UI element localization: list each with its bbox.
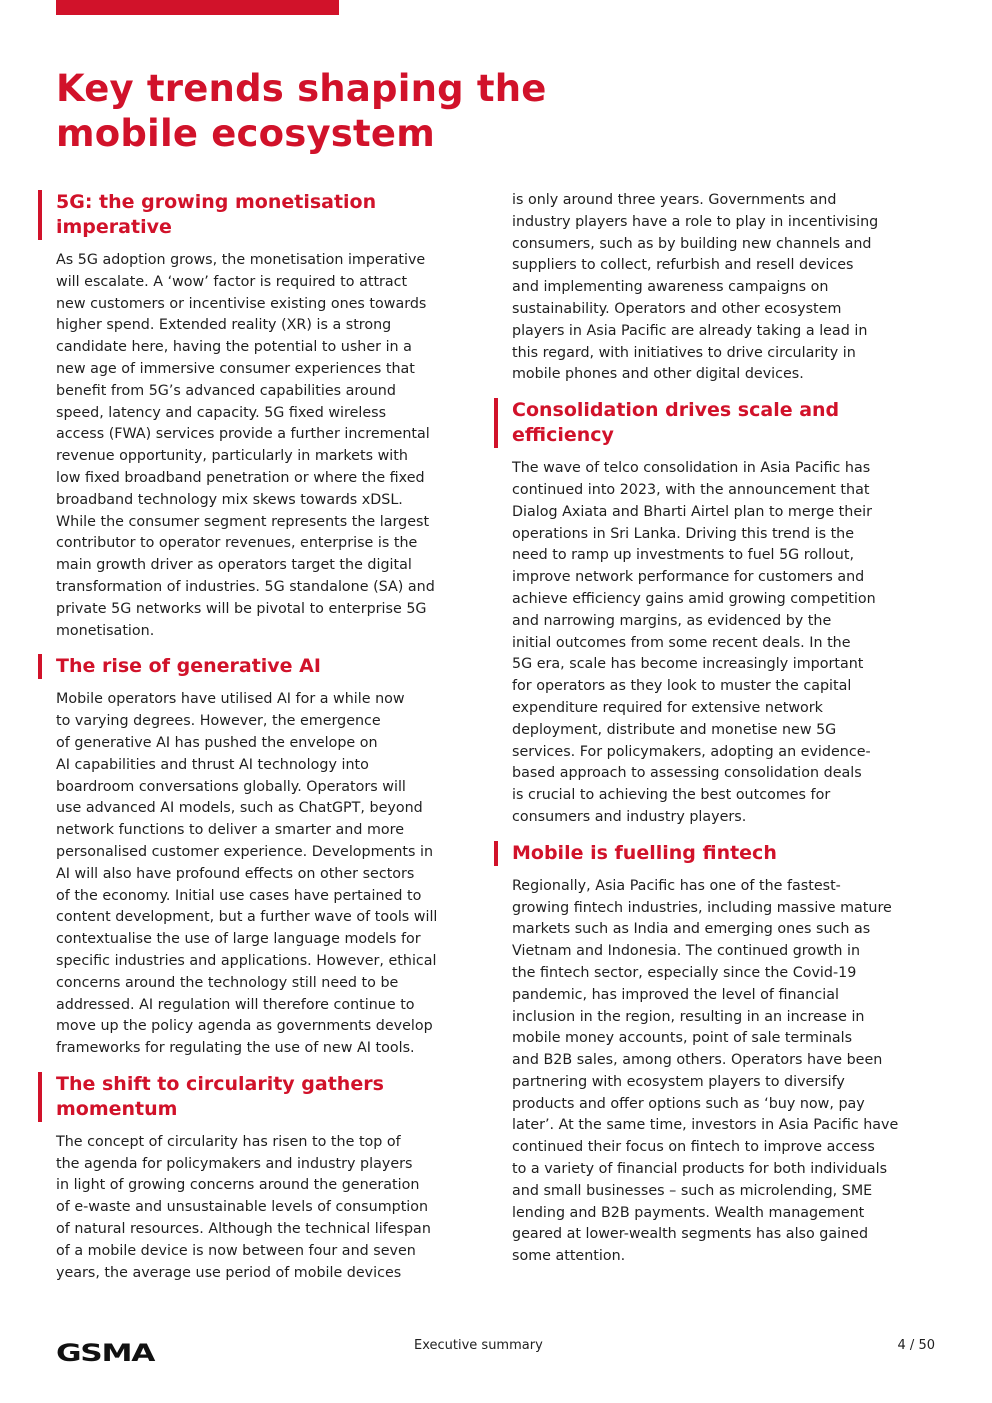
section-heading-generative-ai [56, 654, 480, 679]
section-body-5g: As 5G adoption grows, the monetisation imperative will escalate. A ‘wow’ factor is required to attract new customers or incentivise existing ones towards higher spend. Extended reality (XR) is a strong candidate here, having the potential to usher in a new age of immersive consumer experiences that benefit from 5G’s advanced capabilities around speed, latency and capacity. 5G fixed wireless access (FWA) services provide a further incremental revenue opportunity, particularly in markets with low fixed broadband penetration or where the fixed broadband technology mix skews towards xDSL. While the consumer segment represents the largest contributor to operator revenues, enterprise is the main growth driver as operators target the digital transformation of industries. 5G standalone (SA) and private 5G networks will be pivotal to enterprise 5G monetisation. [56, 252, 435, 639]
section-body-consolidation: The wave of telco consolidation in Asia Pacific has continued into 2023, with the announcement that Dialog Axiata and Bharti Airtel plan to merge their operations in Sri Lanka. Driving this trend is the need to ramp up investments to fuel 5G rollout, improve network performance for customers and achieve efficiency gains amid growing competition and narrowing margins, as evidenced by the initial outcomes from some recent deals. In the 5G era, scale has become increasingly important for operators as they look to muster the capital expenditure required for extensive network deployment, distribute and monetise new 5G services. For policymakers, adopting an evidence- based approach to assessing consolidation deals is crucial to achieving the best outcomes for consumers and industry players. [512, 460, 876, 825]
section-heading-text: Mobile is fuelling fintech [512, 841, 777, 864]
section-heading-circularity [56, 1072, 480, 1122]
section-heading-text: Consolidation drives scale and efficiency [512, 399, 840, 447]
left-column [56, 190, 480, 1284]
top-accent-bar [56, 0, 339, 15]
section-heading-consolidation [512, 398, 936, 448]
page-number: 4 / 50 [897, 1338, 935, 1353]
section-heading-text: The shift to circularity gathers momentum [56, 1072, 384, 1120]
section-body-fintech: Regionally, Asia Pacific has one of the fastest- growing fintech industries, including massive mature markets such as India and emerging ones such as Vietnam and Indonesia. The continued growth in the fintech sector, especially since the Covid-19 pandemic, has improved the level of financial inclusion in the region, resulting in an increase in mobile money accounts, point of sale terminals and B2B sales, among others. Operators have been partnering with ecosystem players to diversify products and offer options such as ‘buy now, pay later’. At the same time, investors in Asia Pacific have continued their focus on fintech to improve access to a variety of financial products for both individuals and small businesses – such as microlending, SME lending and B2B payments. Wealth management geared at lower-wealth segments has also gained some attention. [512, 877, 899, 1265]
section-heading-fintech [512, 841, 936, 866]
right-column [512, 190, 936, 1268]
page-title: Key trends shaping the mobile ecosystem [56, 67, 547, 155]
section-body-circularity-continued: is only around three years. Governments and industry players have a role to play in incentivising consumers, such as by building new channels and suppliers to collect, refurbish and resell devices and implementing awareness campaigns on sustainability. Operators and other ecosystem players in Asia Pacific are already taking a lead in this regard, with initiatives to drive circularity in mobile phones and other digital devices. [512, 192, 879, 383]
section-body-generative-ai: Mobile operators have utilised AI for a while now to varying degrees. However, the emergence of generative AI has pushed the envelope on AI capabilities and thrust AI technology into boardroom conversations globally. Operators will use advanced AI models, such as ChatGPT, beyond network functions to deliver a smarter and more personalised customer experience. Developments in AI will also have profound effects on other sectors of the economy. Initial use cases have pertained to content development, but a further wave of tools will contextualise the use of large language models for specific industries and applications. However, ethical concerns around the technology still need to be addressed. AI regulation will therefore continue to move up the policy agenda as governments develop frameworks for regulating the use of new AI tools. [56, 691, 438, 1057]
section-heading-text: 5G: the growing monetisation imperative [56, 191, 377, 238]
section-heading-text: The rise of generative AI [56, 655, 321, 678]
footer-section-label: Executive summary [414, 1338, 543, 1353]
gsma-logo: GSMA [56, 1339, 155, 1367]
section-heading-5g [56, 190, 480, 240]
section-body-circularity: The concept of circularity has risen to the top of the agenda for policymakers and industry players in light of growing concerns around the generation of e-waste and unsustainable levels of consumption of natural resources. Although the technical lifespan of a mobile device is now between four and seven years, the average use period of mobile devices [56, 1133, 431, 1281]
